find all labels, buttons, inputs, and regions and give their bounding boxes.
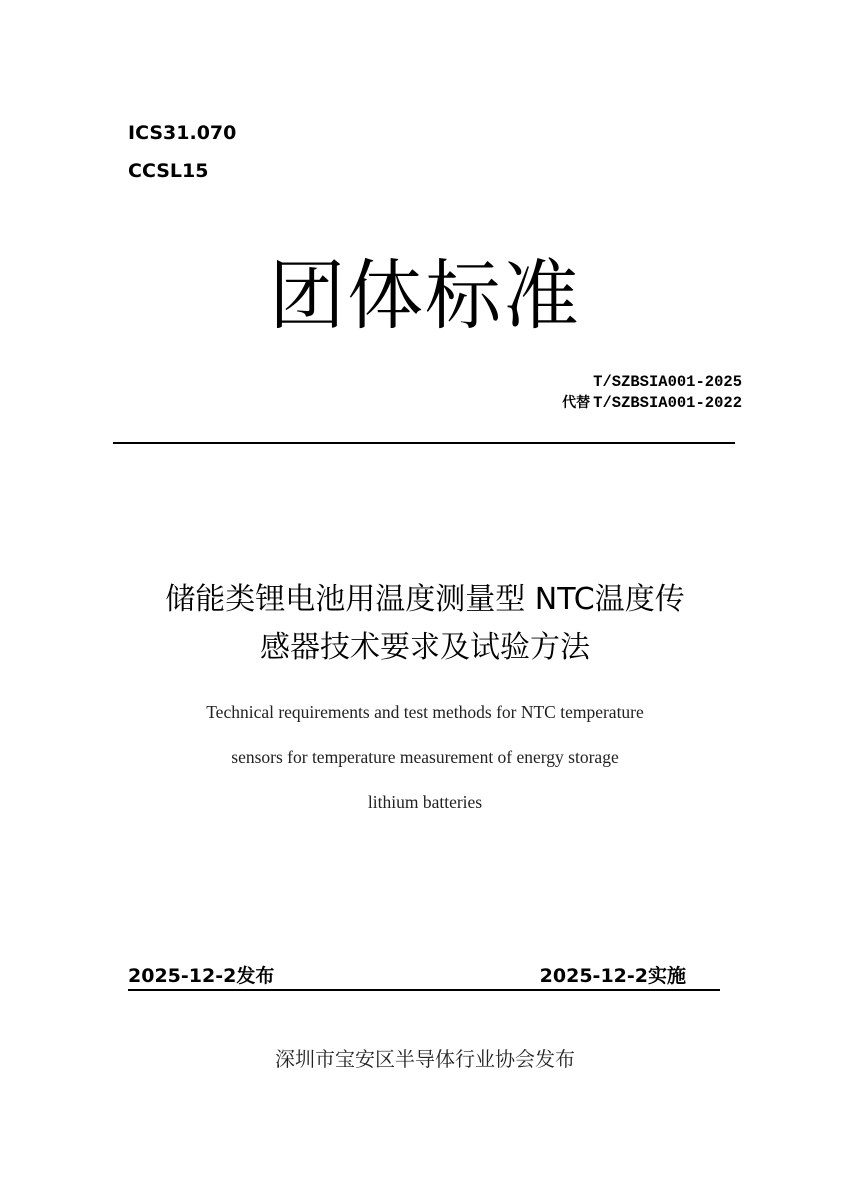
english-title xyxy=(0,690,850,825)
issue-date: 2025-12-2发布 xyxy=(128,965,275,987)
chinese-title xyxy=(0,576,850,672)
ccs-code: CCSL15 xyxy=(128,160,209,182)
footer-divider xyxy=(128,989,720,991)
publisher: 深圳市宝安区半导体行业协会发布 xyxy=(275,1047,575,1071)
implementation-date: 2025-12-2实施 xyxy=(539,965,686,987)
ics-code: ICS31.070 xyxy=(128,122,237,144)
standard-number-block xyxy=(562,372,742,414)
replaces-line xyxy=(562,393,742,414)
header-divider xyxy=(113,442,735,444)
document-type-heading: 团体标准 xyxy=(269,251,581,340)
english-title-line-2: sensors for temperature measurement of energy storage xyxy=(231,747,619,767)
classification-codes xyxy=(128,114,236,190)
english-title-line-1: Technical requirements and test methods for NTC temperature xyxy=(206,702,644,722)
date-row xyxy=(128,960,720,992)
chinese-title-line-2: 感器技术要求及试验方法 xyxy=(260,630,590,665)
replaces-prefix: 代替 xyxy=(562,395,591,411)
replaced-standard-number: T/SZBSIA001-2022 xyxy=(593,394,742,412)
english-title-line-3: lithium batteries xyxy=(367,792,483,812)
chinese-title-line-1: 储能类锂电池用温度测量型 NTC温度传 xyxy=(165,582,685,617)
standard-number: T/SZBSIA001-2025 xyxy=(593,373,742,391)
